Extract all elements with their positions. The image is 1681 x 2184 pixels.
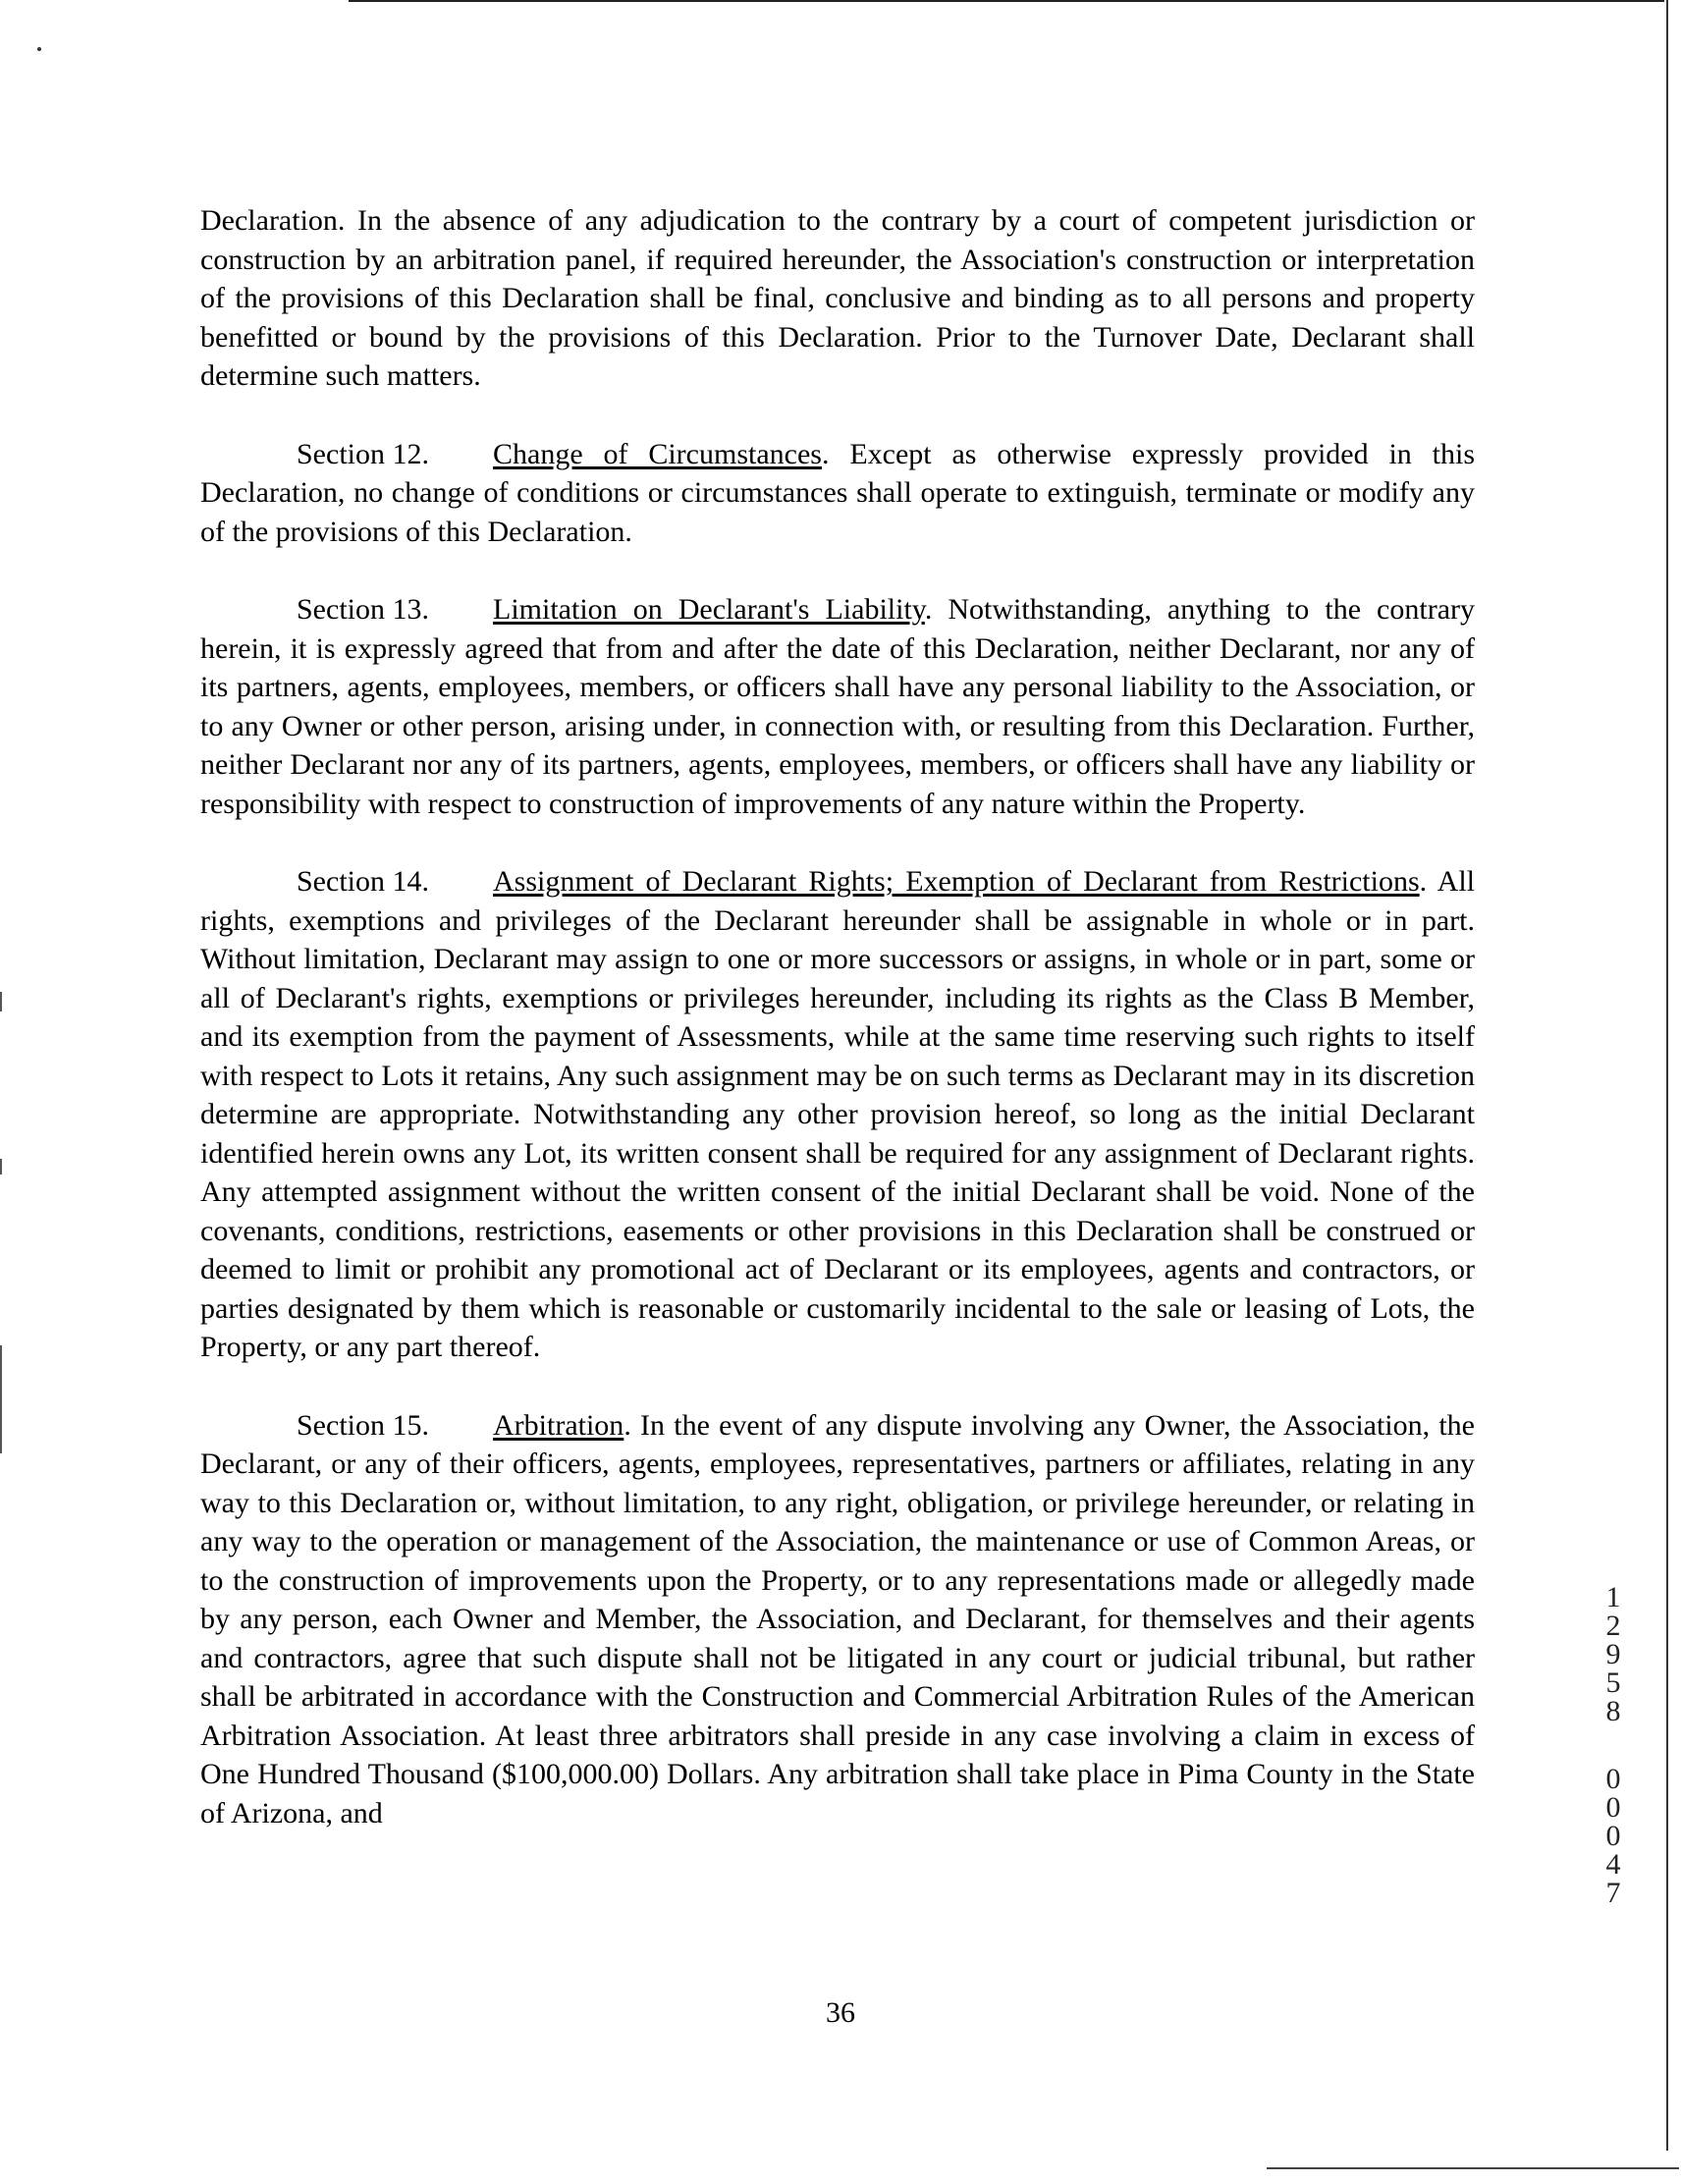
stamp-digit: 0	[1605, 1763, 1621, 1795]
page-number: 36	[826, 1996, 855, 2029]
scan-edge-right	[1666, 0, 1668, 2151]
paragraph-text: Declaration. In the absence of any adjudication to the contrary by a court of competent jurisdiction or construction by an arbitration panel, if required hereunder, the Association's construction or interpretation of the provisions of this Declaration shall be final, conclusive and binding as to all persons and property benefitted or bound by the provisions of this Declaration. Prior to the Turnover Date, Declarant shall determine such matters.	[200, 204, 1475, 392]
scan-edge-top	[349, 0, 1664, 2]
section-heading: Assignment of Declarant Rights; Exemption of Declarant from Restrictions	[493, 865, 1420, 898]
stamp-digit: 8	[1605, 1695, 1621, 1727]
section-heading: Arbitration	[493, 1408, 624, 1442]
section-number: Section 15.	[297, 1408, 429, 1442]
stamp-digit: 9	[1605, 1638, 1621, 1670]
section-heading: Change of Circumstances	[493, 437, 822, 470]
scan-edge-left-mark	[0, 1345, 2, 1453]
section-heading: Limitation on Declarant's Liability	[493, 593, 925, 626]
stamp-digit: 2	[1605, 1610, 1621, 1642]
section-text: . All rights, exemptions and privileges of the Declarant hereunder shall be assignable in whole or in part. Without limitation, Declarant may assign to one or more successors or assigns, in whole or in part, some or all of Declarant's rights, exemptions or privileges hereunder, including its rights as the Class B Member, and its exemption from the payment of Assessments, while at the same time reserving such rights to itself with respect to Lots it retains, Any such assignment may be on such terms as Declarant may in its discretion determine are appropriate. Notwithstanding any other provision hereof, so long as the initial Declarant identified herein owns any Lot, its written consent shall be required for any assignment of Declarant rights. Any attempted assignment without the written consent of the initial Declarant shall be void. None of the covenants, conditions, restrictions, easements or other provisions in this Declaration shall be construed or deemed to limit or prohibit any promotional act of Declarant or its employees, agents and contractors, or parties designated by them which is reasonable or customarily incidental to the sale or leasing of Lots, the Property, or any part thereof.	[200, 865, 1475, 1363]
document-body	[200, 201, 1475, 1872]
section-number: Section 12.	[297, 437, 429, 470]
section-text: . In the event of any dispute involving any Owner, the Association, the Declarant, or any of their officers, agents, employees, representatives, partners or affiliates, relating in any way to this Declaration or, without limitation, to any right, obligation, or privilege hereunder, or relating in any way to the operation or management of the Association, the maintenance or use of Common Areas, or to the construction of improvements upon the Property, or to any representations made or allegedly made by any person, each Owner and Member, the Association, and Declarant, for themselves and their agents and contractors, agree that such dispute shall not be litigated in any court or judicial tribunal, but rather shall be arbitrated in accordance with the Construction and Commercial Arbitration Rules of the American Arbitration Association. At least three arbitrators shall preside in any case involving a claim in excess of One Hundred Thousand ($100,000.00) Dollars. Any arbitration shall take place in Pima County in the State of Arizona, and	[200, 1408, 1475, 1829]
section-text: . Except as otherwise expressly provided in this Declaration, no change of conditions or circumstances shall operate to extinguish, terminate or modify any of the provisions of this Declaration.	[200, 437, 1475, 548]
recording-stamp	[1599, 1583, 1628, 1907]
scan-edge-bottom	[1267, 2167, 1679, 2169]
stamp-digit: 1	[1605, 1581, 1621, 1613]
scan-edge-left-mark	[0, 1159, 2, 1174]
section-number: Section 14.	[297, 865, 429, 898]
stamp-digit: 7	[1605, 1877, 1621, 1909]
section-13	[200, 590, 1475, 823]
stamp-digit: 0	[1605, 1791, 1621, 1824]
paragraph-intro	[200, 201, 1475, 396]
stamp-digit: 5	[1605, 1666, 1621, 1699]
section-text: . Notwithstanding, anything to the contrary herein, it is expressly agreed that from and after the date of this Declaration, neither Declarant, nor any of its partners, agents, employees, members, or officers shall have any personal liability to the Association, or to any Owner or other person, arising under, in connection with, or resulting from this Declaration. Further, neither Declarant nor any of its partners, agents, employees, members, or officers shall have any liability or responsibility with respect to construction of improvements of any nature within the Property.	[200, 593, 1475, 820]
stamp-digit: 4	[1605, 1848, 1621, 1881]
scan-edge-left-mark	[0, 992, 2, 1011]
section-15	[200, 1406, 1475, 1833]
scan-speck	[37, 47, 41, 51]
section-12	[200, 435, 1475, 552]
stamp-digit: 0	[1605, 1820, 1621, 1852]
section-number: Section 13.	[297, 593, 429, 626]
section-14	[200, 862, 1475, 1367]
